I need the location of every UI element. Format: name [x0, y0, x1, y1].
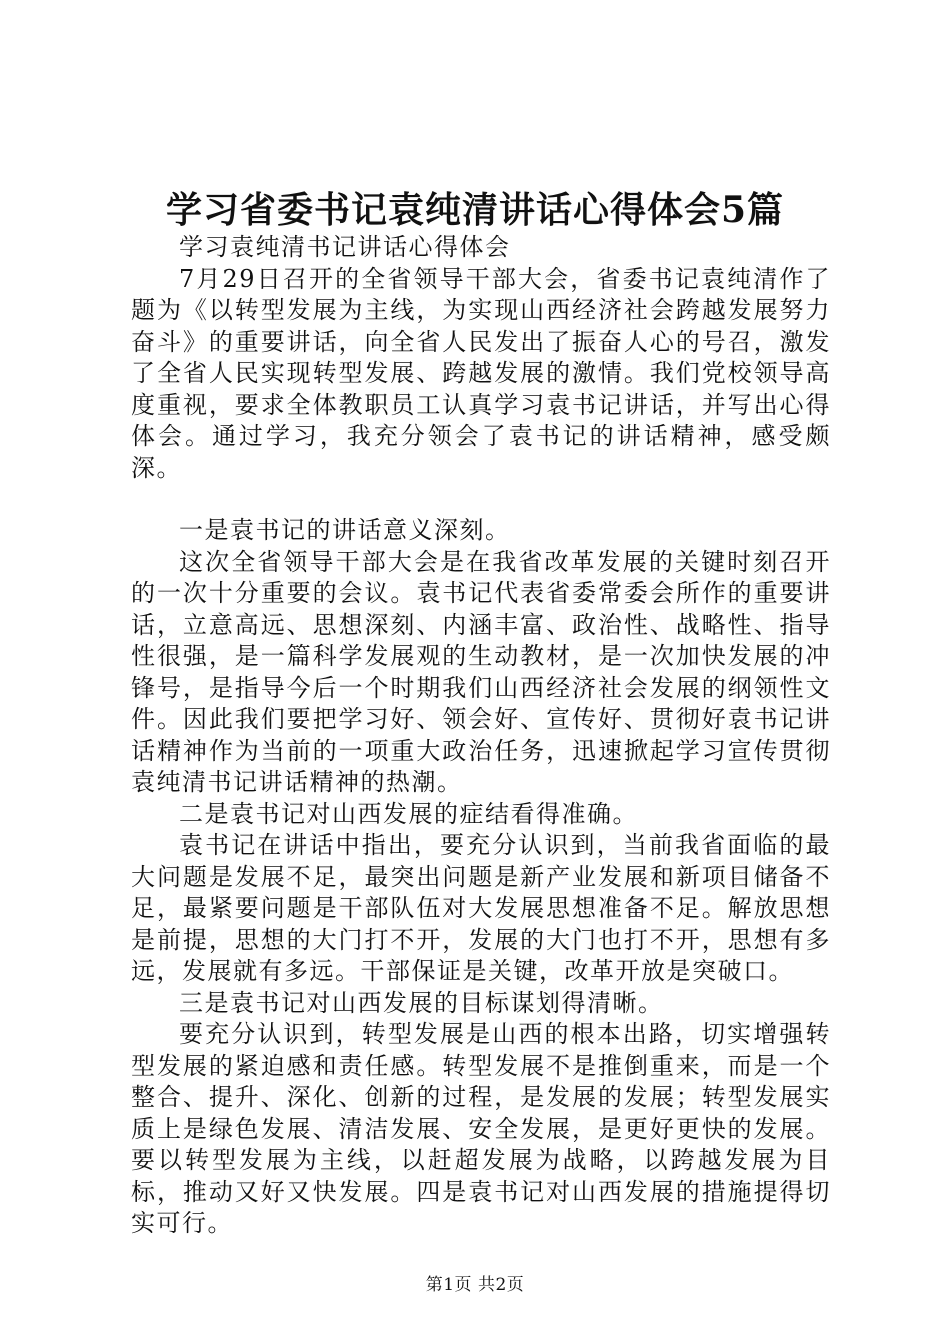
paragraph-point-1-body: 这次全省领导干部大会是在我省改革发展的关键时刻召开的一次十分重要的会议。袁书记代表省委常委会所作的重要讲话，立意高远、思想深刻、内涵丰富、政治性、战略性、指导性很强，是一篇科学发展观的生动教材，是一次加快发展的冲锋号，是指导今后一个时期我们山西经济社会发展的纲领性文件。因此我们要把学习好、领会好、宣传好、贯彻好袁书记讲话精神作为当前的一项重大政治任务，迅速掀起学习宣传贯彻袁纯清书记讲话精神的热潮。: [131, 547, 831, 796]
paragraph-point-1-heading: 一是袁书记的讲话意义深刻。: [179, 516, 511, 544]
paragraph-point-3-heading: 三是袁书记对山西发展的目标谋划得清晰。: [179, 988, 664, 1017]
paragraph-subtitle: 学习袁纯清书记讲话心得体会: [179, 233, 511, 261]
page-footer: 第1页 共2页: [425, 1275, 525, 1295]
paragraph-intro: 7月29日召开的全省领导干部大会，省委书记袁纯清作了题为《以转型发展为主线，为实现山西经济社会跨越发展努力奋斗》的重要讲话，向全省人民发出了振奋人心的号召，激发了全省人民实现转型发展、跨越发展的激情。我们党校领导高度重视，要求全体教职员工认真学习袁书记讲话，并写出心得体会。通过学习，我充分领会了袁书记的讲话精神，感受颇深。: [131, 264, 831, 482]
document-title: 学习省委书记袁纯清讲话心得体会5篇: [165, 189, 785, 231]
paragraph-point-3-body: 要充分认识到，转型发展是山西的根本出路，切实增强转型发展的紧迫感和责任感。转型发展不是推倒重来，而是一个整合、提升、深化、创新的过程，是发展的发展；转型发展实质上是绿色发展、清洁发展、安全发展，是更好更快的发展。要以转型发展为主线，以赶超发展为战略，以跨越发展为目标，推动又好又快发展。四是袁书记对山西发展的措施提得切实可行。: [131, 1020, 831, 1237]
paragraph-point-2-heading: 二是袁书记对山西发展的症结看得准确。: [179, 799, 638, 828]
document-body: [131, 232, 831, 1240]
paragraph-point-2-body: 袁书记在讲话中指出，要充分认识到，当前我省面临的最大问题是发展不足，最突出问题是新产业发展和新项目储备不足，最紧要问题是干部队伍对大发展思想准备不足。解放思想是前提，思想的大门打不开，发展的大门也打不开，思想有多远，发展就有多远。干部保证是关键，改革开放是突破口。: [131, 831, 831, 985]
